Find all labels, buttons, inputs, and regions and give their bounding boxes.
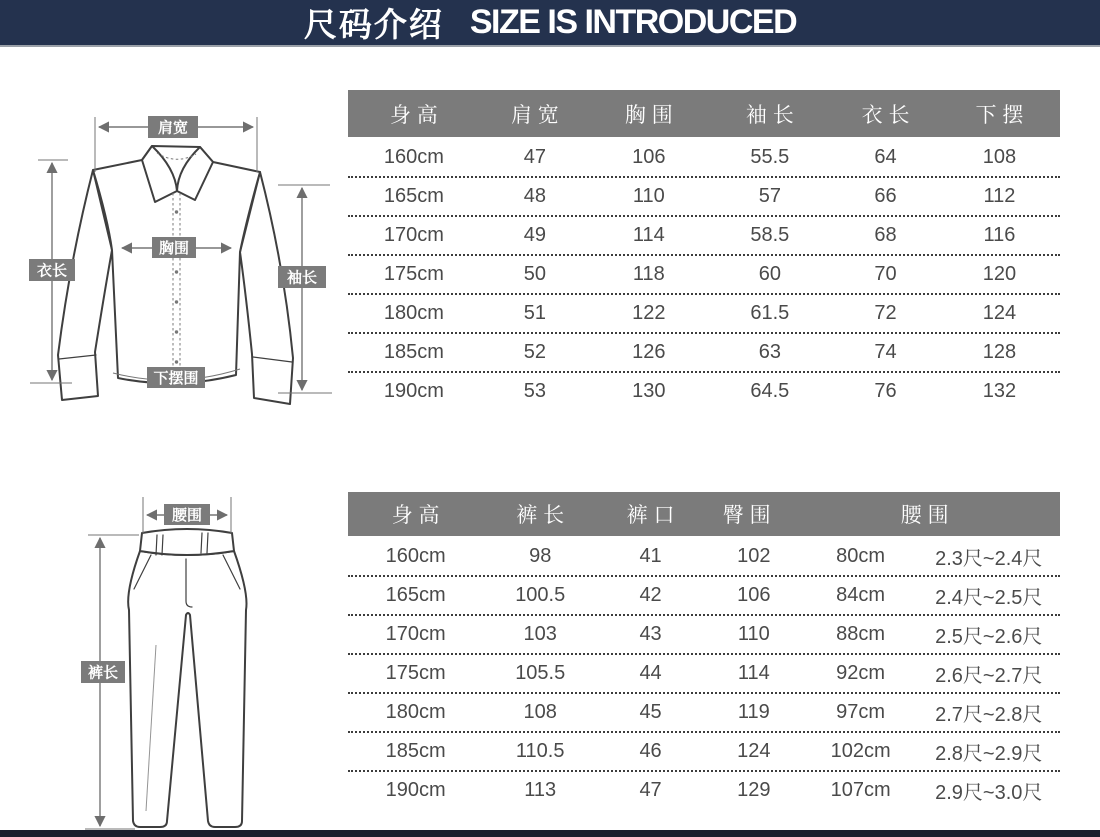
table-cell: 102cm: [830, 740, 891, 762]
table-cell: 66: [874, 185, 897, 207]
table-cell: 45: [639, 701, 662, 723]
pants-legs: [128, 551, 246, 827]
table-cell: 47: [639, 779, 662, 801]
table-cell: 165cm: [383, 185, 444, 207]
table-cell: 2.5尺~2.6尺: [935, 626, 1043, 648]
table-cell: 108: [523, 701, 557, 723]
table-cell: 170cm: [385, 623, 446, 645]
table-cell: 102: [737, 545, 771, 567]
table-cell: 114: [737, 662, 770, 684]
table-row: [348, 655, 1060, 694]
table-cell: 165cm: [385, 584, 446, 606]
footer-bar: [0, 830, 1100, 837]
table-cell: 160cm: [383, 146, 444, 168]
pants-waistband: [140, 529, 234, 555]
table-cell: 113: [524, 779, 557, 801]
table-cell: 41: [639, 545, 662, 567]
table-cell: 76: [874, 380, 897, 402]
table-cell: 110: [737, 623, 770, 645]
table-cell: 175cm: [383, 263, 444, 285]
table-cell: 116: [983, 224, 1016, 246]
table-cell: 60: [758, 263, 781, 285]
table-row: [348, 373, 1060, 410]
table-cell: 132: [982, 380, 1017, 402]
table-cell: 118: [632, 263, 665, 285]
table-cell: 58.5: [750, 224, 790, 246]
table-cell: 108: [982, 146, 1017, 168]
table-cell: 103: [523, 623, 557, 645]
hem-label: 下摆围: [153, 370, 199, 387]
table-cell: 43: [639, 623, 662, 645]
table-cell: 88cm: [836, 623, 886, 645]
column-header: 腰 围: [900, 504, 949, 527]
column-header: 裤 口: [626, 504, 675, 527]
table-cell: 57: [758, 185, 781, 207]
table-cell: 63: [758, 341, 781, 363]
table-cell: 107cm: [830, 779, 891, 801]
table-cell: 64: [874, 146, 897, 168]
table-cell: 61.5: [750, 302, 790, 324]
shoulder-width-label: 肩宽: [157, 119, 189, 137]
column-header: 袖 长: [745, 103, 794, 127]
table-cell: 106: [737, 584, 771, 606]
pants-size-table: [348, 492, 1060, 809]
pants-table-body: [348, 538, 1060, 809]
table-cell: 114: [632, 224, 665, 246]
table-cell: 119: [737, 701, 770, 723]
table-cell: 122: [632, 302, 666, 324]
table-cell: 2.3尺~2.4尺: [935, 548, 1043, 570]
shirt-body: [93, 146, 260, 383]
shirt-table-header-row: [348, 90, 1060, 137]
shirt-size-table: [348, 90, 1060, 410]
banner-title-en: SIZE IS INTRODUCED: [469, 3, 797, 41]
column-header: 衣 长: [861, 103, 910, 127]
table-cell: 46: [639, 740, 662, 762]
table-cell: 180cm: [383, 302, 444, 324]
shirt-table-body: [348, 139, 1060, 410]
column-header: 身 高: [389, 103, 438, 127]
table-cell: 180cm: [385, 701, 446, 723]
table-cell: 120: [982, 263, 1017, 285]
table-cell: 48: [523, 185, 547, 207]
table-cell: 52: [523, 341, 547, 363]
table-cell: 185cm: [385, 740, 446, 762]
garment-length-label: 衣长: [36, 262, 68, 280]
column-header: 臀 围: [722, 504, 771, 527]
pants-drawing: [128, 529, 246, 827]
table-cell: 64.5: [750, 380, 790, 402]
banner-underline: [0, 45, 1100, 47]
table-cell: 112: [983, 185, 1016, 207]
table-cell: 106: [632, 146, 666, 168]
table-cell: 44: [639, 662, 662, 684]
table-cell: 53: [523, 380, 547, 402]
table-cell: 128: [982, 341, 1017, 363]
table-cell: 124: [982, 302, 1017, 324]
table-cell: 51: [523, 302, 547, 324]
table-row: [348, 217, 1060, 256]
table-row: [348, 334, 1060, 373]
table-cell: 98: [529, 545, 552, 567]
table-cell: 68: [874, 224, 897, 246]
sleeve-length-label: 袖长: [286, 269, 318, 287]
column-header: 胸 围: [624, 103, 673, 127]
table-row: [348, 772, 1060, 809]
table-cell: 2.4尺~2.5尺: [935, 587, 1043, 609]
table-cell: 84cm: [836, 584, 886, 606]
table-row: [348, 295, 1060, 334]
table-cell: 170cm: [383, 224, 444, 246]
table-row: [348, 178, 1060, 217]
table-row: [348, 733, 1060, 772]
table-cell: 70: [874, 263, 897, 285]
shirt-drawing: [58, 146, 293, 404]
table-cell: 126: [632, 341, 666, 363]
table-cell: 55.5: [750, 146, 790, 168]
table-cell: 72: [874, 302, 897, 324]
table-row: [348, 694, 1060, 733]
table-row: [348, 538, 1060, 577]
table-cell: 50: [523, 263, 547, 285]
waist-label: 腰围: [171, 507, 203, 524]
table-cell: 100.5: [515, 584, 566, 606]
table-cell: 47: [523, 146, 547, 168]
shirt-diagram: [0, 60, 345, 430]
table-cell: 124: [737, 740, 771, 762]
banner-title-zh: 尺码介绍: [303, 6, 444, 43]
table-cell: 110: [632, 185, 665, 207]
column-header: 肩 宽: [510, 103, 559, 127]
table-cell: 49: [523, 224, 547, 246]
table-cell: 42: [639, 584, 662, 606]
table-cell: 160cm: [385, 545, 446, 567]
table-cell: 105.5: [515, 662, 566, 684]
banner: [0, 0, 1100, 45]
table-cell: 110.5: [515, 740, 565, 762]
table-cell: 92cm: [836, 662, 886, 684]
table-row: [348, 577, 1060, 616]
table-cell: 190cm: [383, 380, 444, 402]
table-cell: 185cm: [383, 341, 444, 363]
table-cell: 129: [737, 779, 771, 801]
table-cell: 2.8尺~2.9尺: [935, 743, 1043, 765]
column-header: 下 摆: [975, 103, 1024, 127]
table-cell: 74: [874, 341, 897, 363]
column-header: 身 高: [391, 504, 440, 527]
pants-length-label: 裤长: [87, 664, 119, 682]
table-cell: 2.7尺~2.8尺: [935, 704, 1043, 726]
table-cell: 130: [632, 380, 666, 402]
column-header: 裤 长: [516, 504, 565, 527]
table-row: [348, 256, 1060, 295]
table-cell: 2.9尺~3.0尺: [935, 782, 1043, 804]
table-cell: 190cm: [385, 779, 446, 801]
table-row: [348, 616, 1060, 655]
table-cell: 175cm: [385, 662, 446, 684]
waist-annotation: [143, 497, 231, 533]
table-row: [348, 139, 1060, 178]
table-cell: 2.6尺~2.7尺: [935, 665, 1043, 687]
pants-table-header-row: [348, 492, 1060, 536]
table-cell: 80cm: [836, 545, 886, 567]
chest-label: 胸围: [158, 240, 190, 257]
table-cell: 97cm: [836, 701, 886, 723]
pants-diagram: [55, 475, 355, 837]
